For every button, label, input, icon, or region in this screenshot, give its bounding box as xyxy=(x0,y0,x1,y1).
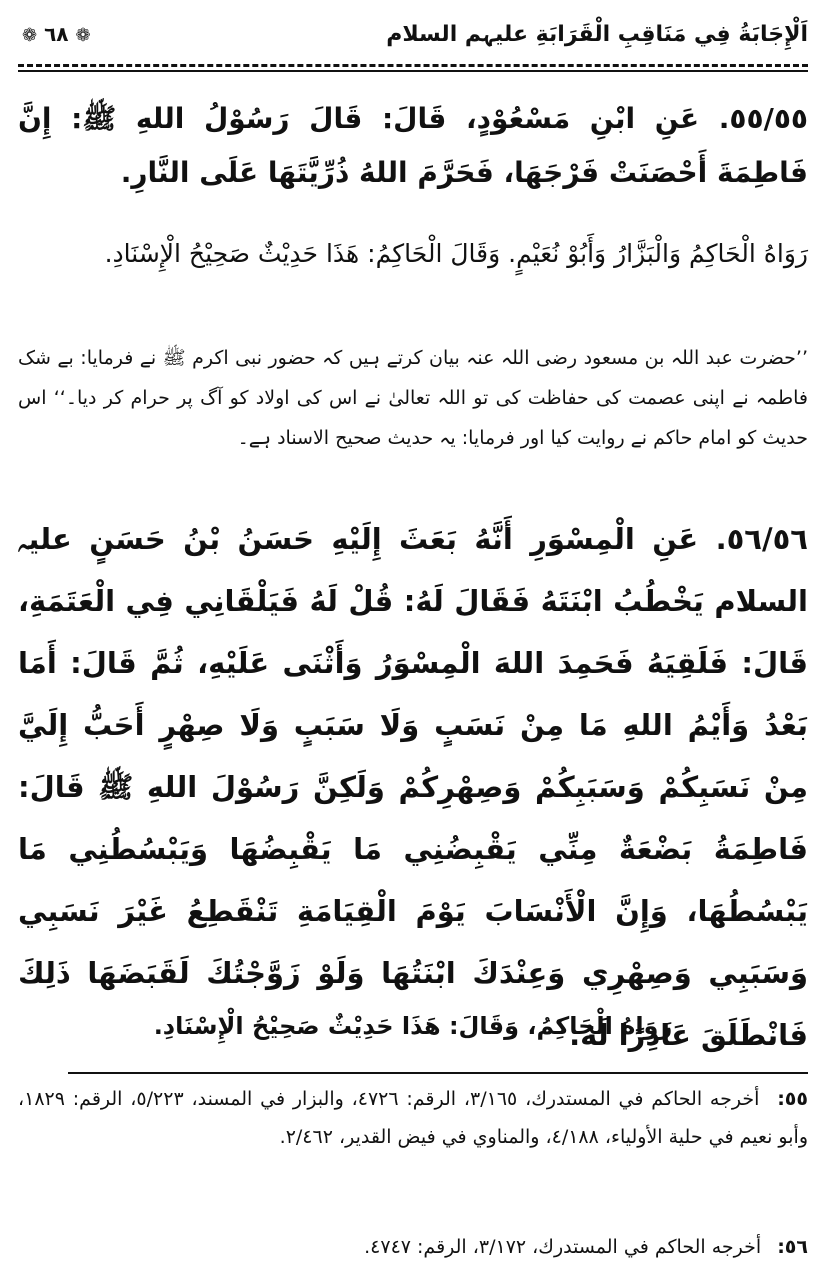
document-page xyxy=(18,0,808,1275)
ornament-left-icon: ❁ xyxy=(22,25,38,46)
hadith-56-source: رَوَاهُ الْحَاكِمُ، وَقَالَ: هَذَا حَدِيْثٌ صَحِيْحُ الْإِسْنَادِ. xyxy=(153,1012,673,1040)
footnote-55-label: ٥٥: xyxy=(777,1088,808,1110)
header-dashed-rule xyxy=(18,64,808,67)
footnote-55 xyxy=(18,1080,808,1156)
footnote-55-text: أخرجه الحاكم في المستدرك، ٣/١٦٥، الرقم: ٤٧٢٦، والبزار في المسند، ٥/٢٢٣، الرقم: ١٨٢٩، وأبو نعيم في حلية الأولياء، ٤/١٨٨، والمناوي في فيض القدير، ٢/٤٦٢. xyxy=(18,1088,808,1148)
hadith-55-text: عَنِ ابْنِ مَسْعُوْدٍ، قَالَ: قَالَ رَسُوْلُ اللهِ ﷺ: إِنَّ فَاطِمَةَ أَحْصَنَتْ فَرْجَهَا، فَحَرَّمَ اللهُ ذُرِّيَّتَهَا عَلَى النَّارِ. xyxy=(18,102,808,189)
page-number: ٦٨ xyxy=(44,22,69,46)
hadith-55-source: رَوَاهُ الْحَاكِمُ وَالْبَزَّارُ وَأَبُوْ نُعَيْمٍ. وَقَالَ الْحَاكِمُ: هَذَا حَدِيْثٌ صَحِيْحُ الْإِسْنَادِ. xyxy=(104,239,808,268)
ornament-right-icon: ❁ xyxy=(75,25,91,46)
page-number-box xyxy=(22,22,91,46)
hadith-55-number: ٥٥/٥٥. xyxy=(718,102,808,135)
hadith-55-urdu-translation: ’’حضرت عبد اللہ بن مسعود رضی اللہ عنہ بیان کرتے ہیں کہ حضور نبی اکرم ﷺ نے فرمایا: بے شک فاطمہ نے اپنی عصمت کی حفاظت کی تو اللہ تعالیٰ نے اس کی اولاد کو آگ پر حرام کر دیا۔‘‘ اس حدیث کو امام حاکم نے روایت کیا اور فرمایا: یہ حدیث صحیح الاسناد ہے۔ xyxy=(18,347,808,449)
book-title: اَلْإِجَابَةُ فِي مَنَاقِبِ الْقَرَابَةِ علیہم السلام xyxy=(386,22,808,47)
running-header xyxy=(18,18,808,58)
header-solid-rule xyxy=(18,70,808,72)
hadith-56-number: ٥٦/٥٦. xyxy=(715,522,808,556)
hadith-56 xyxy=(18,508,808,1066)
footnote-56 xyxy=(18,1228,808,1266)
hadith-56-text: عَنِ الْمِسْوَرِ أَنَّهُ بَعَثَ إِلَيْهِ حَسَنُ بْنُ حَسَنٍ علیہ السلام يَخْطُبُ ابْنَتَهُ فَقَالَ لَهُ: قُلْ لَهُ فَيَلْقَانِي فِي الْعَتَمَةِ، قَالَ: فَلَقِيَهُ فَحَمِدَ اللهَ الْمِسْوَرُ وَأَثْنَى عَلَيْهِ، ثُمَّ قَالَ: أَمَا بَعْدُ وَأَيْمُ اللهِ مَا مِنْ نَسَبٍ وَلَا سَبَبٍ وَلَا صِهْرٍ أَحَبُّ إِلَيَّ مِنْ نَسَبِكُمْ وَسَبَبِكُمْ وَصِهْرِكُمْ وَلَكِنَّ رَسُوْلَ اللهِ ﷺ قَالَ: فَاطِمَةُ بَضْعَةٌ مِنِّي يَقْبِضُنِي مَا يَقْبِضُهَا وَيَبْسُطُنِي مَا يَبْسُطُهَا، وَإِنَّ الْأَنْسَابَ يَوْمَ الْقِيَامَةِ تَنْقَطِعُ غَيْرَ نَسَبِي وَسَبَبِي وَصِهْرِي وَعِنْدَكَ ابْنَتُهَا وَلَوْ زَوَّجْتُكَ لَقَبَضَهَا ذَلِكَ فَانْطَلَقَ عَاذِرًا لَهُ. xyxy=(18,522,808,1052)
footnote-56-text: أخرجه الحاكم في المستدرك، ٣/١٧٢، الرقم: ٤٧٤٧. xyxy=(364,1236,762,1258)
footnote-rule xyxy=(68,1072,808,1074)
hadith-55 xyxy=(18,92,808,200)
footnote-56-label: ٥٦: xyxy=(777,1236,808,1258)
